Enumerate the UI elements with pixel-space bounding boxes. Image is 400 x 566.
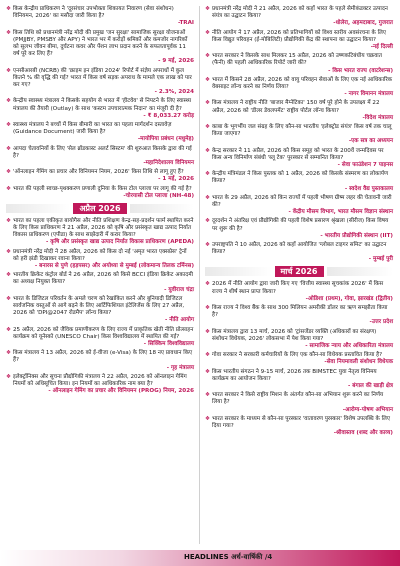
question-item (205, 6, 393, 27)
right-items-top (205, 6, 393, 263)
question-row (205, 77, 393, 91)
diamond-bullet-icon: ❖ (205, 241, 211, 248)
question-item (205, 53, 393, 74)
question-row (6, 186, 194, 193)
section-header-april (6, 203, 194, 214)
answer-text: -महानिदेशालय विनियमन (143, 159, 194, 166)
column-divider (199, 6, 200, 544)
question-text: स्वास्थ्य मंत्रालय ने बच्चों में किस बीमारी का भारत का पहला मार्गदर्शन दस्तावेज़ (Guidance Document) जारी किया है? (13, 121, 172, 136)
diamond-bullet-icon: ❖ (205, 123, 211, 130)
answer-text: - नागर विमानन मंत्रालय (344, 91, 393, 98)
question-item (6, 122, 194, 143)
question-row (6, 122, 194, 136)
footer-brand: HEADLINES (184, 553, 229, 561)
diamond-bullet-icon: ❖ (6, 326, 12, 333)
question-item (6, 272, 194, 293)
question-text: 2026 में नीति आयोग द्वारा जारी किए गए 'वित्तीय स्वास्थ्य सूचकांक 2026' में किस राज्य ने शीर्ष स्थान प्राप्त किया? (212, 281, 384, 295)
question-item (205, 329, 393, 350)
question-row (205, 305, 393, 319)
answer-text: - सिक्किम विश्वविद्यालय (143, 340, 194, 347)
question-row (205, 242, 393, 256)
diamond-bullet-icon: ❖ (6, 67, 12, 74)
question-row (6, 30, 194, 59)
question-row (6, 249, 194, 263)
answer-text: - नीति आयोग (165, 317, 194, 324)
diamond-bullet-icon: ❖ (205, 76, 211, 83)
question-row (205, 218, 393, 232)
diamond-bullet-icon: ❖ (6, 98, 12, 105)
question-text: भारत में किसने 28 अप्रैल, 2026 को वायु परिवहन सेवाओं के लिए एक नई आधिकारिक वेबसाइट लॉन्च करने का निर्णय लिया? (212, 76, 393, 90)
question-row (205, 6, 393, 20)
answer-text: - किस भारत राज्य (वाटरेशन्स) (328, 67, 393, 74)
question-item (6, 30, 194, 66)
question-row (6, 272, 194, 286)
question-item (205, 305, 393, 326)
question-text: किस राज्य ने विश्व बैंक के साथ 300 मिलियन अमरीकी डॉलर का ऋण समझौता किया है? (212, 304, 388, 319)
section-bar-right (327, 267, 394, 276)
question-item (6, 146, 194, 167)
question-text: इलेक्ट्रॉनिक्स और सूचना प्रौद्योगिकी मंत्रालय ने 22 अप्रैल, 2026 को ऑनलाइन गेमिंग नियमों को अधिसूचित किया। इन नियमों का आधिकारिक नाम क्या है? (13, 373, 187, 387)
question-text: किस मंत्रालय ने 13 अप्रैल, 2026 को ई-वीजा (e-Visa) के लिए 18 नए प्रावधान किए हैं? (13, 350, 193, 364)
question-item (6, 374, 194, 395)
answer-text: - 2.3%, 2024 (154, 89, 194, 96)
question-item (205, 352, 393, 366)
question-row (6, 296, 194, 318)
diamond-bullet-icon: ❖ (6, 185, 12, 192)
diamond-bullet-icon: ❖ (6, 145, 12, 152)
question-row (205, 171, 393, 185)
question-text: दूरदर्शन ने अंतरिक्ष एवं प्रौद्योगिकी की पहली विशेष प्रसारण श्रृंखला (सीरीज) किस विषय पर शुरू की है? (212, 218, 389, 232)
question-item (205, 218, 393, 239)
question-item (6, 327, 194, 348)
question-text: किस केन्द्रीय प्राधिकरण ने 'दूरसंचार उपभोक्ता शिकायत निवारण (सेवा संशोधन) विनियमन, 2026' का मसौदा जारी किया है? (13, 6, 174, 20)
question-item (205, 30, 393, 51)
question-text: किस मंत्रालय ने राष्ट्रीय नीति 'बाजार मैग्नेटिका' 150 वर्ष पूरे होने के उपलक्ष्य में 22 अप्रैल, 2026 को 'डीलर डेवलपमेंट' राष्ट्रीय पोर्टल लॉन्च किया? (212, 100, 380, 114)
question-item (205, 100, 393, 121)
answer-text: - सामाजिक न्याय और अधिकारिता मंत्रालय (305, 342, 393, 349)
question-text: भारत के डिजिटल परिवर्तन के अमले चरण को रेखांकित करने और बुनियादी डिजिटल सार्वजनिक वस्तुओं से आगे बढ़ने के लिए आर्टिफिशियल इंटेलिजेंस के लिए 27 अप्रैल, 2026 को 'DPI@2047 रोडमैप' लॉन्च किया? (13, 295, 185, 317)
question-text: भारत सरकार के माध्यम से कौन-सा पुरस्कार 'वातावरण पुरस्कार' विशेष उपलब्धि के लिए दिया गया? (212, 415, 390, 429)
answer-text: - मुम्बई पुरी (368, 256, 393, 263)
question-row (6, 68, 194, 90)
diamond-bullet-icon: ❖ (6, 248, 12, 255)
question-item (205, 369, 393, 390)
diamond-bullet-icon: ❖ (6, 373, 12, 380)
answer-text: -श्रीवास्तव (शब्द और काव्य) (333, 430, 393, 437)
answer-text: - कृषि और प्रसंस्कृत खाद्य उत्पाद निर्यात विकास प्राधिकरण (APEDA) (45, 239, 194, 246)
question-text: एनसीआरबी (NCRB) की 'क्राइम इन इंडिया 2024' रिपोर्ट में संज्ञेय अपराधों में कुल कितने % की वृद्धि की गई? भारत में किस वर्ष सड़क अपराध के मामले एक लाख को पार कर गए? (13, 67, 192, 88)
answer-text: -TRAI (177, 20, 194, 27)
question-text: प्रधानमंत्री नरेंद्र मोदी ने 28 अप्रैल, 2026 को किस दो नई 'अमृत भारत एक्सप्रेस' ट्रेनों को हरी झंडी दिखाकर रवाना किया? (13, 248, 187, 262)
answer-text: -मायोपिया प्रबंधन (मधुमेह) (137, 136, 194, 143)
page-footer (0, 550, 400, 566)
question-row (205, 30, 393, 44)
question-row (6, 6, 194, 20)
question-row (6, 218, 194, 240)
answer-text: -एक सत्र का अध्ययन (348, 138, 393, 145)
question-item (6, 68, 194, 97)
diamond-bullet-icon: ❖ (205, 100, 211, 107)
question-row (6, 146, 194, 160)
question-item (205, 242, 393, 263)
question-item (205, 416, 393, 437)
question-row (6, 350, 194, 364)
diamond-bullet-icon: ❖ (6, 350, 12, 357)
section-bar-right (130, 204, 194, 213)
question-text: केन्द्रीय स्वास्थ्य मंत्रालय ने किसके सहयोग से भारत में 'हीटवेव' से निपटने के लिए स्वास्थ्य मंत्रालय की तैयारी (Outlay) के साथ 'कस्टम उपचारात्मक निदान' का मंजूरी दी है? (13, 98, 192, 112)
diamond-bullet-icon: ❖ (205, 53, 211, 60)
question-item (6, 296, 194, 325)
diamond-bullet-icon: ❖ (205, 368, 211, 375)
question-text: 'ऑनलाइन गेमिंग का प्रचार और विनियमन नियम, 2026' किस तिथि से लागू हुए हैं? (13, 169, 184, 176)
question-text: भारत सरकार ने किसे राष्ट्रीय मिशन के अंतर्गत कौन-सा अभियान शुरू करने का निर्णय लिया है? (212, 392, 384, 406)
diamond-bullet-icon: ❖ (205, 218, 211, 225)
answer-text: -नई दिल्ली (370, 44, 393, 50)
question-item (205, 148, 393, 169)
answer-text: - ऑनलाइन गेमिंग का प्रचार और विनियमन (PROG) नियम, 2026 (48, 388, 194, 395)
diamond-bullet-icon: ❖ (6, 272, 12, 279)
answer-text: -चोरयासी टोल प्लाजा (NH-48) (123, 192, 194, 199)
question-text: भारत की पहली स्वच्छ-पृथक्करण प्रणाली दुनिया के किस टोल प्लाजा पर लागू की गई है? (13, 185, 192, 192)
section-bar-left (6, 204, 70, 213)
question-row (6, 374, 194, 388)
diamond-bullet-icon: ❖ (6, 217, 12, 224)
diamond-bullet-icon: ❖ (6, 169, 12, 176)
question-text: किस भारतीय संगठन ने 9-15 मार्च, 2026 तक BIMSTEC युवा नेतृत्व विनिमय कार्यक्रम का आयोजन किया? (212, 368, 377, 382)
answer-text: - गृह मंत्रालय (166, 364, 194, 371)
question-item (6, 218, 194, 247)
question-item (205, 77, 393, 98)
answer-text: - सेवा फाउंडेशन 7 पाइनस (337, 161, 393, 168)
question-text: भारत सरकार ने किसके साथ मिलकर 15 अप्रैल, 2026 को उष्णकटिबंधीय चक्रवात (फैनी) की पहली आधिकारिक रिपोर्ट जारी की? (212, 53, 382, 67)
diamond-bullet-icon: ❖ (205, 194, 211, 201)
diamond-bullet-icon: ❖ (205, 281, 211, 288)
question-item (205, 195, 393, 216)
question-text: आपदा चेतावनियों के लिए 'सेल ब्रॉडकास्ट अलर्ट सिस्टम' की शुरुआत किसके द्वारा की गई है? (13, 145, 192, 159)
section-title: अप्रैल 2026 (73, 203, 126, 214)
diamond-bullet-icon: ❖ (6, 29, 12, 36)
left-column (6, 6, 194, 397)
answer-text: - 1 मई, 2026 (158, 176, 194, 183)
answer-text: -विदेश मंत्रालय (362, 114, 393, 121)
question-text: नीति आयोग ने 17 अप्रैल, 2026 को प्रतिभागियों को विश्व स्तरीय अवसंरचना के लिए किस विद्युत परिवहन (ई-मोबिलिटी) प्रौद्योगिकी केंद्र की स्थापना का उद्घाटन किया? (212, 29, 386, 43)
diamond-bullet-icon: ❖ (205, 415, 211, 422)
diamond-bullet-icon: ❖ (205, 147, 211, 154)
question-item (6, 249, 194, 270)
diamond-bullet-icon: ❖ (205, 171, 211, 178)
answer-text: - युवीराज चंद्रा (164, 286, 194, 293)
diamond-bullet-icon: ❖ (6, 295, 12, 302)
question-row (205, 100, 393, 114)
diamond-bullet-icon: ❖ (205, 328, 211, 335)
question-item (205, 124, 393, 145)
footer-title: अर्ध-वार्षिकी (231, 553, 263, 561)
section-header-march (205, 266, 393, 277)
question-row (205, 392, 393, 406)
question-text: 25 अप्रैल, 2026 को जैविक प्रमाणीकरण के लिए राज्य में प्राकृतिक खेती नीति प्रोत्साहन कार्यक्रम को यूनेस्को (UNESCO Chair) किस विश्वविद्यालय में स्थापित की गई? (13, 326, 194, 340)
answer-text: - बनारस से पुणे (हड़पसर) और अयोध्या से मुम्बई (लोकमान्य तिलक टर्मिनस) (34, 262, 194, 269)
answer-text: - स्वदेश वैद्य पुस्तकालय (344, 185, 393, 192)
answer-text: -ओडिशा (प्रथम), गोवा, झारखंड (द्वितीय) (305, 295, 393, 302)
question-text: भारत के 29 अप्रैल, 2026 को किन राज्यों में पहली भीषण ग्रीष्म लहर की चेतावनी जारी की? (212, 194, 392, 208)
question-text: किस मंत्रालय द्वारा 13 मार्च, 2026 को 'ट्रांसजेंडर व्यक्ति (अधिकारों का संरक्षण) संशोधन विधेयक, 2026' लोकसभा में पेश किया गया? (212, 328, 377, 342)
question-item (205, 392, 393, 413)
answer-text: - 9 मई, 2026 (158, 58, 194, 65)
diamond-bullet-icon: ❖ (6, 6, 12, 12)
diamond-bullet-icon: ❖ (205, 352, 211, 359)
question-text: केन्द्र सरकार ने 11 अप्रैल, 2026 को किस समूह को भारत के 200वें जन्मदिवस पर किस अन्य विनिर्माण संबंधी 'ब्लू टेक' पुरस्कार से सम्मानित किया? (212, 147, 384, 161)
question-text: गोवा सरकार ने सरकारी कर्मचारियों के लिए एक कौन-सा विधेयक प्रस्तावित किया है? (212, 352, 383, 359)
right-items-bottom (205, 281, 393, 437)
question-item (6, 6, 194, 27)
left-items-top (6, 6, 194, 200)
question-text: किस तिथि को प्रधानमंत्री नरेंद्र मोदी की प्रमुख 'जन सुरक्षा' सामाजिक सुरक्षा योजनाओं (PMJJBY, PMSBY और APY) ने भारत भर में करोड़ों श्रमिकों और कमजोर नागरिकों को सुलभ जीवन बीमा, दुर्घटना कवर और पेंशन लाभ प्रदान करने के सफलतापूर्वक 11 वर्ष पूरे कर लिए हैं? (13, 29, 188, 58)
page-number: /4 (264, 553, 273, 561)
diamond-bullet-icon: ❖ (205, 29, 211, 36)
right-column (205, 6, 393, 439)
question-text: भारतीय क्रिकेट कंट्रोल बोर्ड ने 26 अप्रैल, 2026 को किसे BCCI इंडिया क्रिकेट अकादमी का अध्यक्ष नियुक्त किया? (13, 272, 193, 286)
question-row (205, 148, 393, 162)
question-text: काबा के भूगर्भीय जल संग्रह के लिए कौन-सा भारतीय 'इलेक्ट्रोड संयंत्र' किस वर्ष तक चालू किया जाएगा? (212, 123, 392, 138)
question-row (205, 281, 393, 295)
answer-text: - केंद्रीय मौसम विभाग, भारत मौसम विज्ञान संस्थान (288, 209, 393, 216)
diamond-bullet-icon: ❖ (205, 6, 211, 12)
question-row (205, 369, 393, 383)
question-text: केन्द्रीय मंत्रिमंडल ने किस पुस्तक को 1 अप्रैल, 2026 को किसके संस्मरण का लोकार्पण किया? (212, 171, 389, 185)
question-item (6, 350, 194, 371)
question-item (205, 281, 393, 302)
question-row (205, 416, 393, 430)
question-item (205, 171, 393, 192)
answer-text: -उत्तर प्रदेश (369, 319, 393, 326)
question-item (6, 169, 194, 183)
question-item (6, 98, 194, 119)
diamond-bullet-icon: ❖ (6, 121, 12, 128)
question-row (205, 329, 393, 343)
answer-text: - भारतीय प्रौद्योगिकी संस्थान (IIT) (320, 232, 393, 239)
question-text: उपराष्ट्रपति ने 10 अप्रैल, 2026 को कहाँ आयोजित 'ग्लोबल टाइगर समिट' का उद्घाटन किया? (212, 241, 387, 256)
answer-text: -सेवा नियमावली संशोधन विधेयक (324, 359, 393, 366)
answer-text: - बंगाल की खाड़ी क्षेत्र (347, 382, 393, 389)
question-row (205, 124, 393, 138)
footer-label (184, 553, 272, 562)
section-bar-left (205, 267, 272, 276)
diamond-bullet-icon: ❖ (205, 304, 211, 311)
question-row (6, 327, 194, 341)
question-row (6, 98, 194, 112)
question-text: प्रधानमंत्री नरेंद्र मोदी ने 21 अप्रैल, 2026 को कहाँ भारत के पहले सेमीकंडक्टर उत्पादन संयंत्र का उद्घाटन किया? (212, 6, 388, 20)
left-items-bottom (6, 218, 194, 395)
question-item (6, 186, 194, 200)
question-row (205, 195, 393, 209)
diamond-bullet-icon: ❖ (205, 392, 211, 399)
answer-text: - ₹ 8,033.27 करोड़ (143, 112, 194, 119)
section-title: मार्च 2026 (275, 266, 324, 277)
question-text: भारत का पहला एकीकृत बायोगैस और नीति प्रशिक्षण केन्द्र-सह-प्रदर्शन फार्म स्थापित करने के लिए किस प्राधिकरण ने 21 अप्रैल, 2026 को कृषि और प्रसंस्कृत खाद्य उत्पाद निर्यात विकास प्राधिकरण (एपीडा) के साथ साझेदारी में करार किया? (13, 217, 194, 239)
question-row (205, 53, 393, 67)
answer-text: -आरोग्य-पोषण अभियान (342, 406, 393, 413)
answer-text: -धोलेरा, अहमदाबाद, गुजरात (333, 20, 393, 27)
